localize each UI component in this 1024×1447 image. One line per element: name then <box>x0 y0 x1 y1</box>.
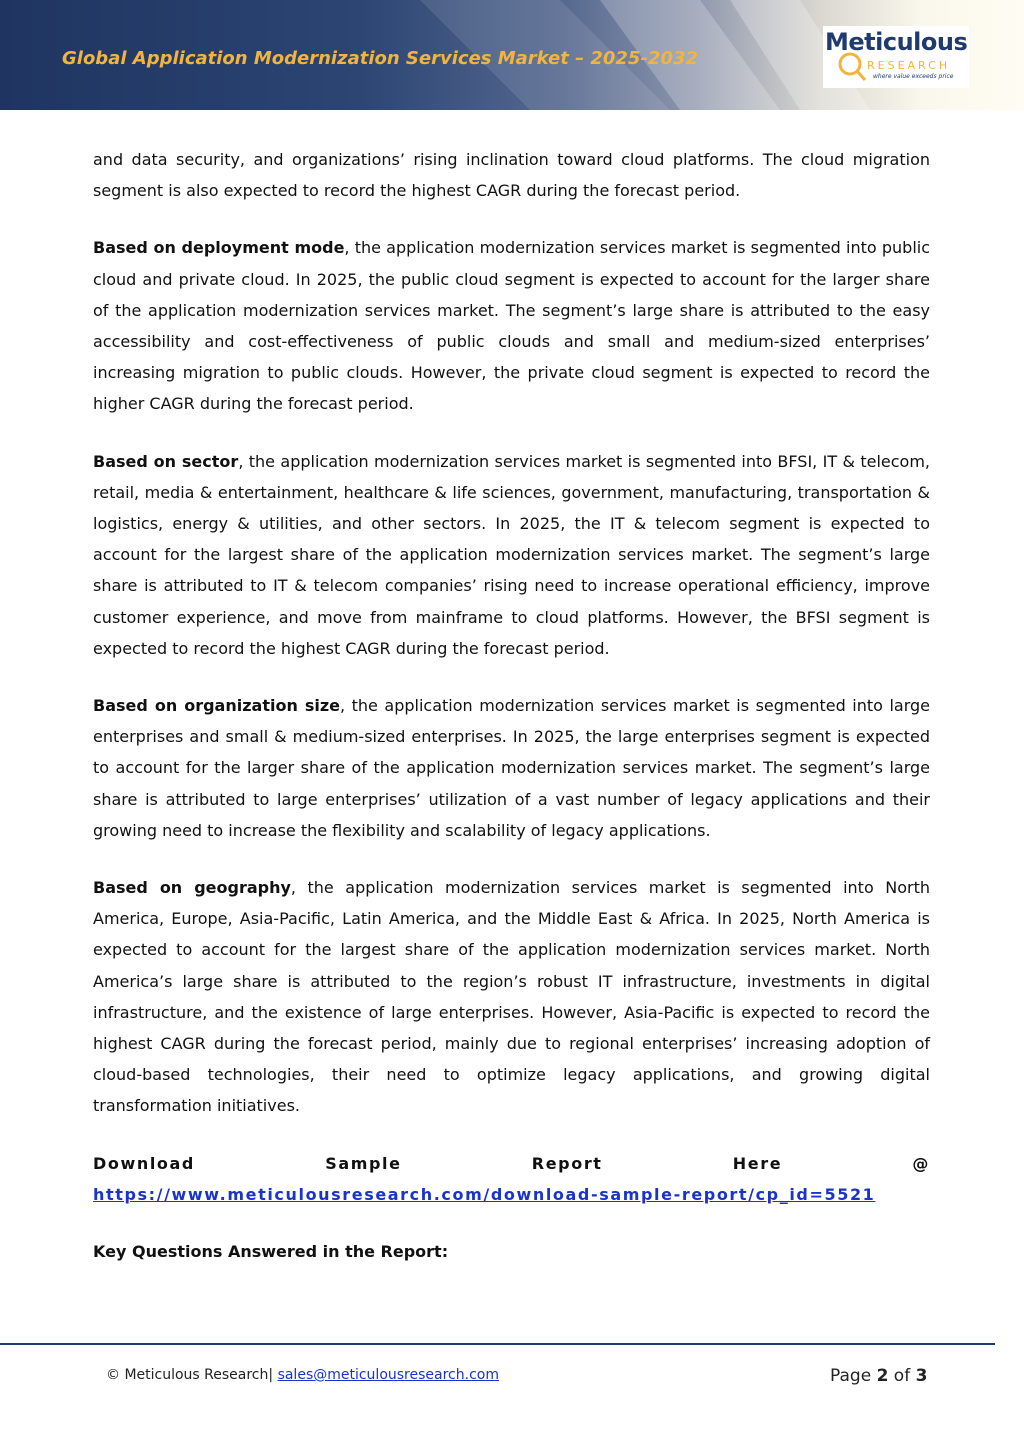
logo-tagline: where value exceeds price <box>873 73 954 80</box>
paragraph-organization-size <box>93 690 930 846</box>
sales-email-link[interactable]: sales@meticulousresearch.com <box>277 1367 499 1383</box>
download-label: Download Sample Report Here @ <box>93 1153 930 1173</box>
page-total: 3 <box>915 1366 928 1386</box>
paragraph-text: , the application modernization services market is segmented into BFSI, IT & telecom, retail, media & entertainment, healthcare & life sciences, government, manufacturing, transportation & logistics, energy & utilities, and other sectors. In 2025, the IT & telecom segment is expected to account for the largest share of the application modernization services market. The segment’s large share is attributed to IT & telecom companies’ rising need to increase operational efficiency, improve customer experience, and move from mainframe to cloud platforms. However, the BFSI segment is expected to record the highest CAGR during the forecast period. <box>93 451 931 658</box>
paragraph-lead: Based on sector <box>93 451 239 471</box>
logo-wordmark: Meticulous <box>825 28 968 56</box>
key-questions-heading <box>93 1236 930 1267</box>
paragraph-sector <box>93 446 930 664</box>
paragraph-lead: Based on geography <box>93 878 291 898</box>
paragraph-text: , the application modernization services market is segmented into public cloud and private cloud. In 2025, the public cloud segment is expected to account for the larger share of the application modernization services market. The segment’s large share is attributed to the easy accessibility and cost-effectiveness of public clouds and small and medium-sized enterprises’ increasing migration to public clouds. However, the private cloud segment is expected to record the higher CAGR during the forecast period. <box>93 238 930 414</box>
page-current: 2 <box>876 1366 889 1386</box>
footer-divider <box>0 1343 995 1345</box>
document-title: Global Application Modernization Services Market – 2025-2032 <box>62 48 699 69</box>
report-body <box>93 144 930 1293</box>
paragraph-text: , the application modernization services market is segmented into large enterprises and small & medium-sized enterprises. In 2025, the large enterprises segment is expected to account for the larger share of the application modernization services market. The segment’s large share is attributed to large enterprises’ utilization of a vast number of legacy applications and their growing need to increase the flexibility and scalability of legacy applications. <box>93 696 931 840</box>
paragraph-text: , the application modernization services market is segmented into North America, Europe, Asia-Pacific, Latin America, and the Middle East & Africa. In 2025, North America is expected to account for the largest share of the application modernization services market. North America’s large share is attributed to the region’s robust IT infrastructure, investments in digital infrastructure, and the existence of large enterprises. However, Asia-Pacific is expected to record the highest CAGR during the forecast period, mainly due to regional enterprises’ increasing adoption of cloud-based technologies, their need to optimize legacy applications, and growing digital transformation initiatives. <box>93 878 930 1116</box>
paragraph-geography <box>93 872 930 1122</box>
footer-copyright <box>106 1367 499 1383</box>
copyright-text: © Meticulous Research| <box>106 1367 278 1383</box>
download-sample-line <box>93 1148 930 1210</box>
paragraph-cloud-migration: and data security, and organizations’ rising inclination toward cloud platforms. The cloud migration segment is also expected to record the highest CAGR during the forecast period. <box>93 150 930 201</box>
download-sample-link[interactable]: https://www.meticulousresearch.com/download-sample-report/cp_id=5521 <box>93 1184 876 1204</box>
header-banner <box>0 0 1024 110</box>
page-number <box>830 1366 927 1386</box>
page-prefix: Page <box>830 1366 877 1386</box>
logo-subtitle: RESEARCH <box>867 59 951 72</box>
page-of: of <box>888 1366 916 1386</box>
paragraph-lead: Based on organization size <box>93 696 341 716</box>
paragraph-deployment-mode <box>93 232 930 419</box>
key-questions-text: Key Questions Answered in the Report: <box>93 1242 449 1262</box>
paragraph-lead: Based on deployment mode <box>93 238 345 258</box>
meticulous-research-logo <box>823 26 969 88</box>
